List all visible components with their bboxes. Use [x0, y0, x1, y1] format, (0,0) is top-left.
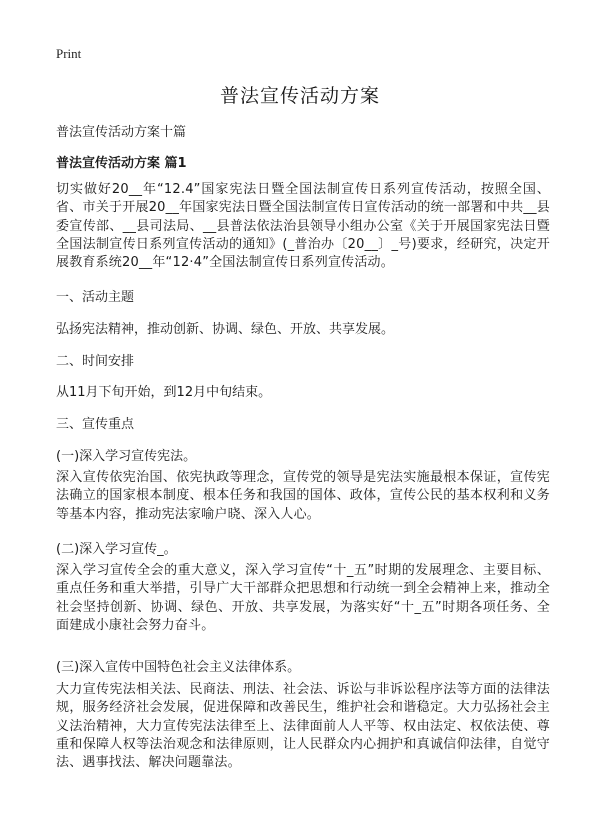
point-2-title: (二)深入学习宣传_。	[56, 542, 177, 557]
document-subtitle: 普法宣传活动方案十篇	[56, 125, 187, 140]
point-1-body: 深入宣传依宪治国、依宪执政等理念，宣传党的领导是宪法实施最根本保证，宣传宪法确立的国家根本制度、根本任务和我国的国体、政体，宣传公民的基本权利和义务等基本内容，推动宪法家喻户晓、深入人心。	[56, 470, 550, 522]
heading-schedule: 二、时间安排	[56, 354, 135, 369]
point-1-title: (一)深入学习宣传宪法。	[56, 449, 197, 464]
theme-text: 弘扬宪法精神，推动创新、协调、绿色、开放、共享发展。	[56, 322, 395, 337]
section-title: 普法宣传活动方案 篇1	[56, 156, 187, 171]
point-3-body: 大力宣传宪法相关法、民商法、刑法、社会法、诉讼与非诉讼程序法等方面的法律法规，服务经济社会发展，促进保障和改善民生，维护社会和谐稳定。大力弘扬社会主义法治精神，大力宣传宪法法律至上、法律面前人人平等、权由法定、权依法使、尊重和保障人权等法治观念和法律原则，让人民群众内心拥护和真诚信仰法律，自觉守法、遇事找法、解决问题靠法。	[56, 682, 550, 771]
schedule-text: 从11月下旬开始，到12月中旬结束。	[56, 385, 272, 400]
point-3-title: (三)深入宣传中国特色社会主义法律体系。	[56, 660, 301, 675]
print-label[interactable]: Print	[56, 46, 82, 61]
document-title: 普法宣传活动方案	[219, 85, 380, 107]
heading-activity-theme: 一、活动主题	[56, 290, 135, 305]
heading-focus: 三、宣传重点	[56, 417, 135, 432]
point-2-body: 深入学习宣传全会的重大意义，深入学习宣传“十_五”时期的发展理念、主要目标、重点任务和重大举措，引导广大干部群众把思想和行动统一到全会精神上来，推动全社会坚持创新、协调、绿色、开放、共享发展，为落实好“十_五”时期各项任务、全面建成小康社会努力奋斗。	[56, 563, 550, 633]
intro-paragraph: 切实做好20__年“12.4”国家宪法日暨全国法制宣传日系列宣传活动，按照全国、省、市关于开展20__年国家宪法日暨全国法制宣传日宣传活动的统一部署和中共__县委宣传部、__县司法局、__县普法依法治县领导小组办公室《关于开展国家宪法日暨全国法制宣传日系列宣传活动的通知》(_普治办〔20__〕_号)要求，经研究，决定开展教育系统20__年“12·4”全国法制宣传日系列宣传活动。	[56, 182, 550, 271]
